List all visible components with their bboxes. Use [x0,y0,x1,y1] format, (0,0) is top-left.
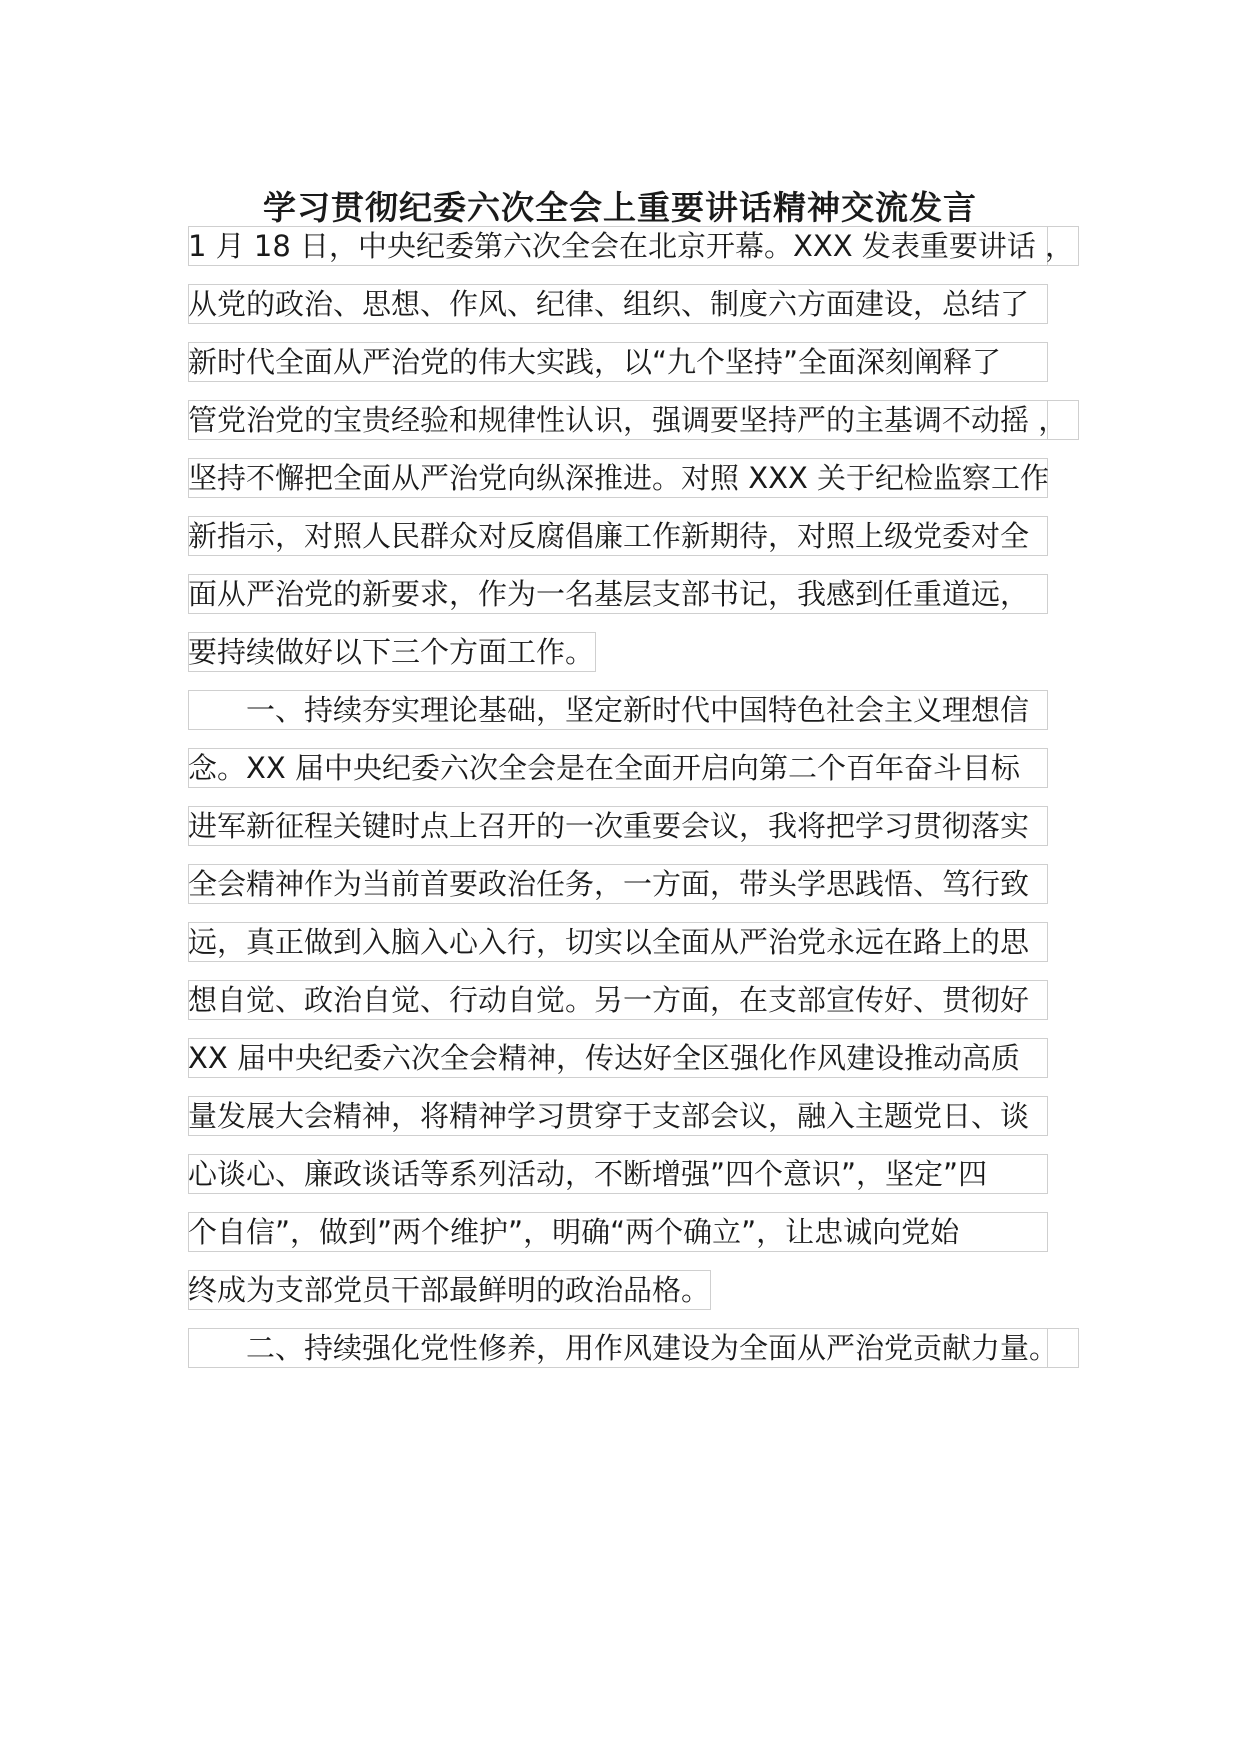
section-heading-1: 一、持续夯实理论基础，坚定新时代中国特色社会主义理想信 [246,693,1030,727]
body-line: 终成为支部党员干部最鲜明的政治品格。 [188,1273,711,1307]
document-title: 学习贯彻纪委六次全会上重要讲话精神交流发言 [263,188,977,227]
body-line: 量发展大会精神，将精神学习贯穿于支部会议，融入主题党日、谈 [188,1099,1030,1133]
body-line: 全会精神作为当前首要政治任务，一方面，带头学思践悟、笃行致 [188,867,1030,901]
body-line: 坚持不懈把全面从严治党向纵深推进。对照 XXX 关于纪检监察工作 [188,461,1050,495]
body-line: 想自觉、政治自觉、行动自觉。另一方面，在支部宣传好、贯彻好 [188,983,1030,1017]
body-line: 新时代全面从严治党的伟大实践，以“九个坚持”全面深刻阐释了 [188,345,1002,379]
body-line: 要持续做好以下三个方面工作。 [188,635,595,669]
body-line: 面从严治党的新要求，作为一名基层支部书记，我感到任重道远， [188,577,1030,611]
body-line: 新指示，对照人民群众对反腐倡廉工作新期待，对照上级党委对全 [188,519,1030,553]
body-line: 念。XX 届中央纪委六次全会是在全面开启向第二个百年奋斗目标 [188,751,1020,785]
body-line: 进军新征程关键时点上召开的一次重要会议，我将把学习贯彻落实 [188,809,1030,843]
section-heading-2: 二、持续强化党性修养，用作风建设为全面从严治党贡献力量。 [246,1331,1059,1365]
body-line: XX 届中央纪委六次全会精神，传达好全区强化作风建设推动高质 [188,1041,1020,1075]
body-line: 从党的政治、思想、作风、纪律、组织、制度六方面建设，总结了 [188,287,1030,321]
body-line: 1 月 18 日，中央纪委第六次全会在北京开幕。XXX 发表重要讲话 ， [188,229,1075,263]
body-line: 个自信”，做到”两个维护”，明确“两个确立”，让忠诚向党始 [188,1215,960,1249]
body-line: 管党治党的宝贵经验和规律性认识，强调要坚持严的主基调不动摇 ， [188,403,1068,437]
body-line: 心谈心、廉政谈话等系列活动，不断增强”四个意识”，坚定”四 [188,1157,988,1191]
body-line: 远，真正做到入脑入心入行，切实以全面从严治党永远在路上的思 [188,925,1030,959]
